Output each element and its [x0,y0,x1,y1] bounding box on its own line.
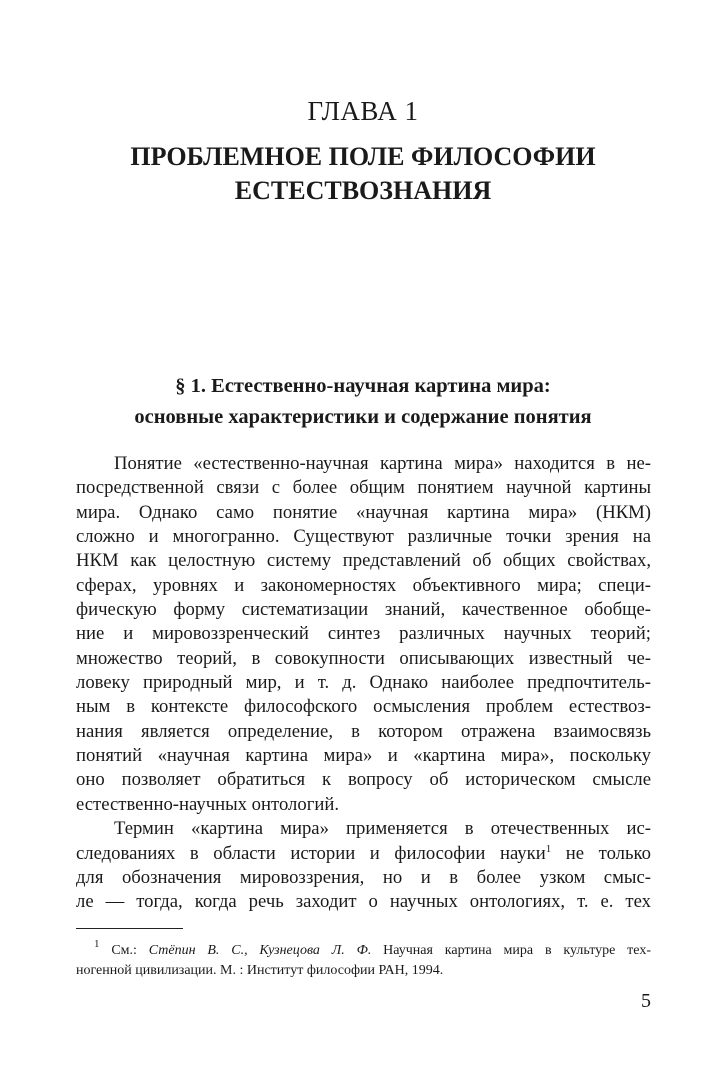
chapter-title-line-1: ПРОБЛЕМНОЕ ПОЛЕ ФИЛОСОФИИ [130,142,596,171]
body-line: ле — тогда, когда речь заходит о научных онтологиях, т. е. тех [76,891,651,913]
section-title [0,371,726,433]
body-line: нания является определение, в котором отражена взаимосвязь [76,720,651,742]
section-title-line-2: основные характеристики и содержание понятия [134,406,592,428]
body-line: мира. Однако само понятие «научная картина мира» (НКМ) [76,501,651,523]
body-line: для обозначения мировоззрения, но и в более узком смыс- [76,866,651,888]
chapter-title [0,140,726,208]
body-line: посредственной связи с более общим понятием научной картины [76,477,651,499]
footnote-authors: Стёпин В. С., Кузнецова Л. Ф. [148,943,372,958]
body-line: ловеку природный мир, и т. д. Однако наиболее предпочтитель- [76,672,651,694]
footnote-line-2: ногенной цивилизации. М. : Институт философии РАН, 1994. [76,963,444,978]
section-title-line-1: § 1. Естественно-научная картина мира: [175,375,551,397]
footnote-prefix: См.: [99,943,149,958]
body-line: понятий «научная картина мира» и «картина мира», поскольку [76,745,651,767]
footnote-divider [76,928,183,929]
chapter-label: ГЛАВА 1 [307,96,419,126]
body-line: оно позволяет обратиться к вопросу об историческом смысле [76,769,651,791]
body-line-with-footnote-ref [76,842,651,866]
footnote-title: Научная картина мира в культуре тех- [371,943,651,958]
footnote [76,938,651,981]
body-line: Термин «картина мира» применяется в отечественных ис- [114,818,651,840]
body-line-text: следованиях в области истории и философии науки [76,842,546,864]
body-line: ние и мировоззренческий синтез различных научных теорий; [76,623,651,645]
body-line: ным в контексте философского осмысления проблем естествоз- [76,696,651,718]
body-line: естественно-научных онтологий. [76,793,340,815]
body-text [76,452,651,915]
body-line: сферах, уровнях и закономерностях объективного мира; специ- [76,574,651,596]
footnote-marker: 1 [94,938,100,950]
body-line: Понятие «естественно-научная картина мира» находится в не- [114,453,651,474]
body-line: сложно и многогранно. Существуют различные точки зрения на [76,526,651,548]
footnote-line-1 [76,938,651,961]
chapter-title-line-2: ЕСТЕСТВОЗНАНИЯ [234,176,492,205]
body-line: НКМ как целостную систему представлений об общих свойствах, [76,550,651,572]
body-line-tail: не только [551,842,651,864]
body-line: множество теорий, в совокупности описывающих известный че- [76,647,651,669]
body-line: фическую форму систематизации знаний, качественное обобще- [76,599,651,621]
footnote-reference: 1 [545,842,552,855]
page-number: 5 [641,990,651,1012]
